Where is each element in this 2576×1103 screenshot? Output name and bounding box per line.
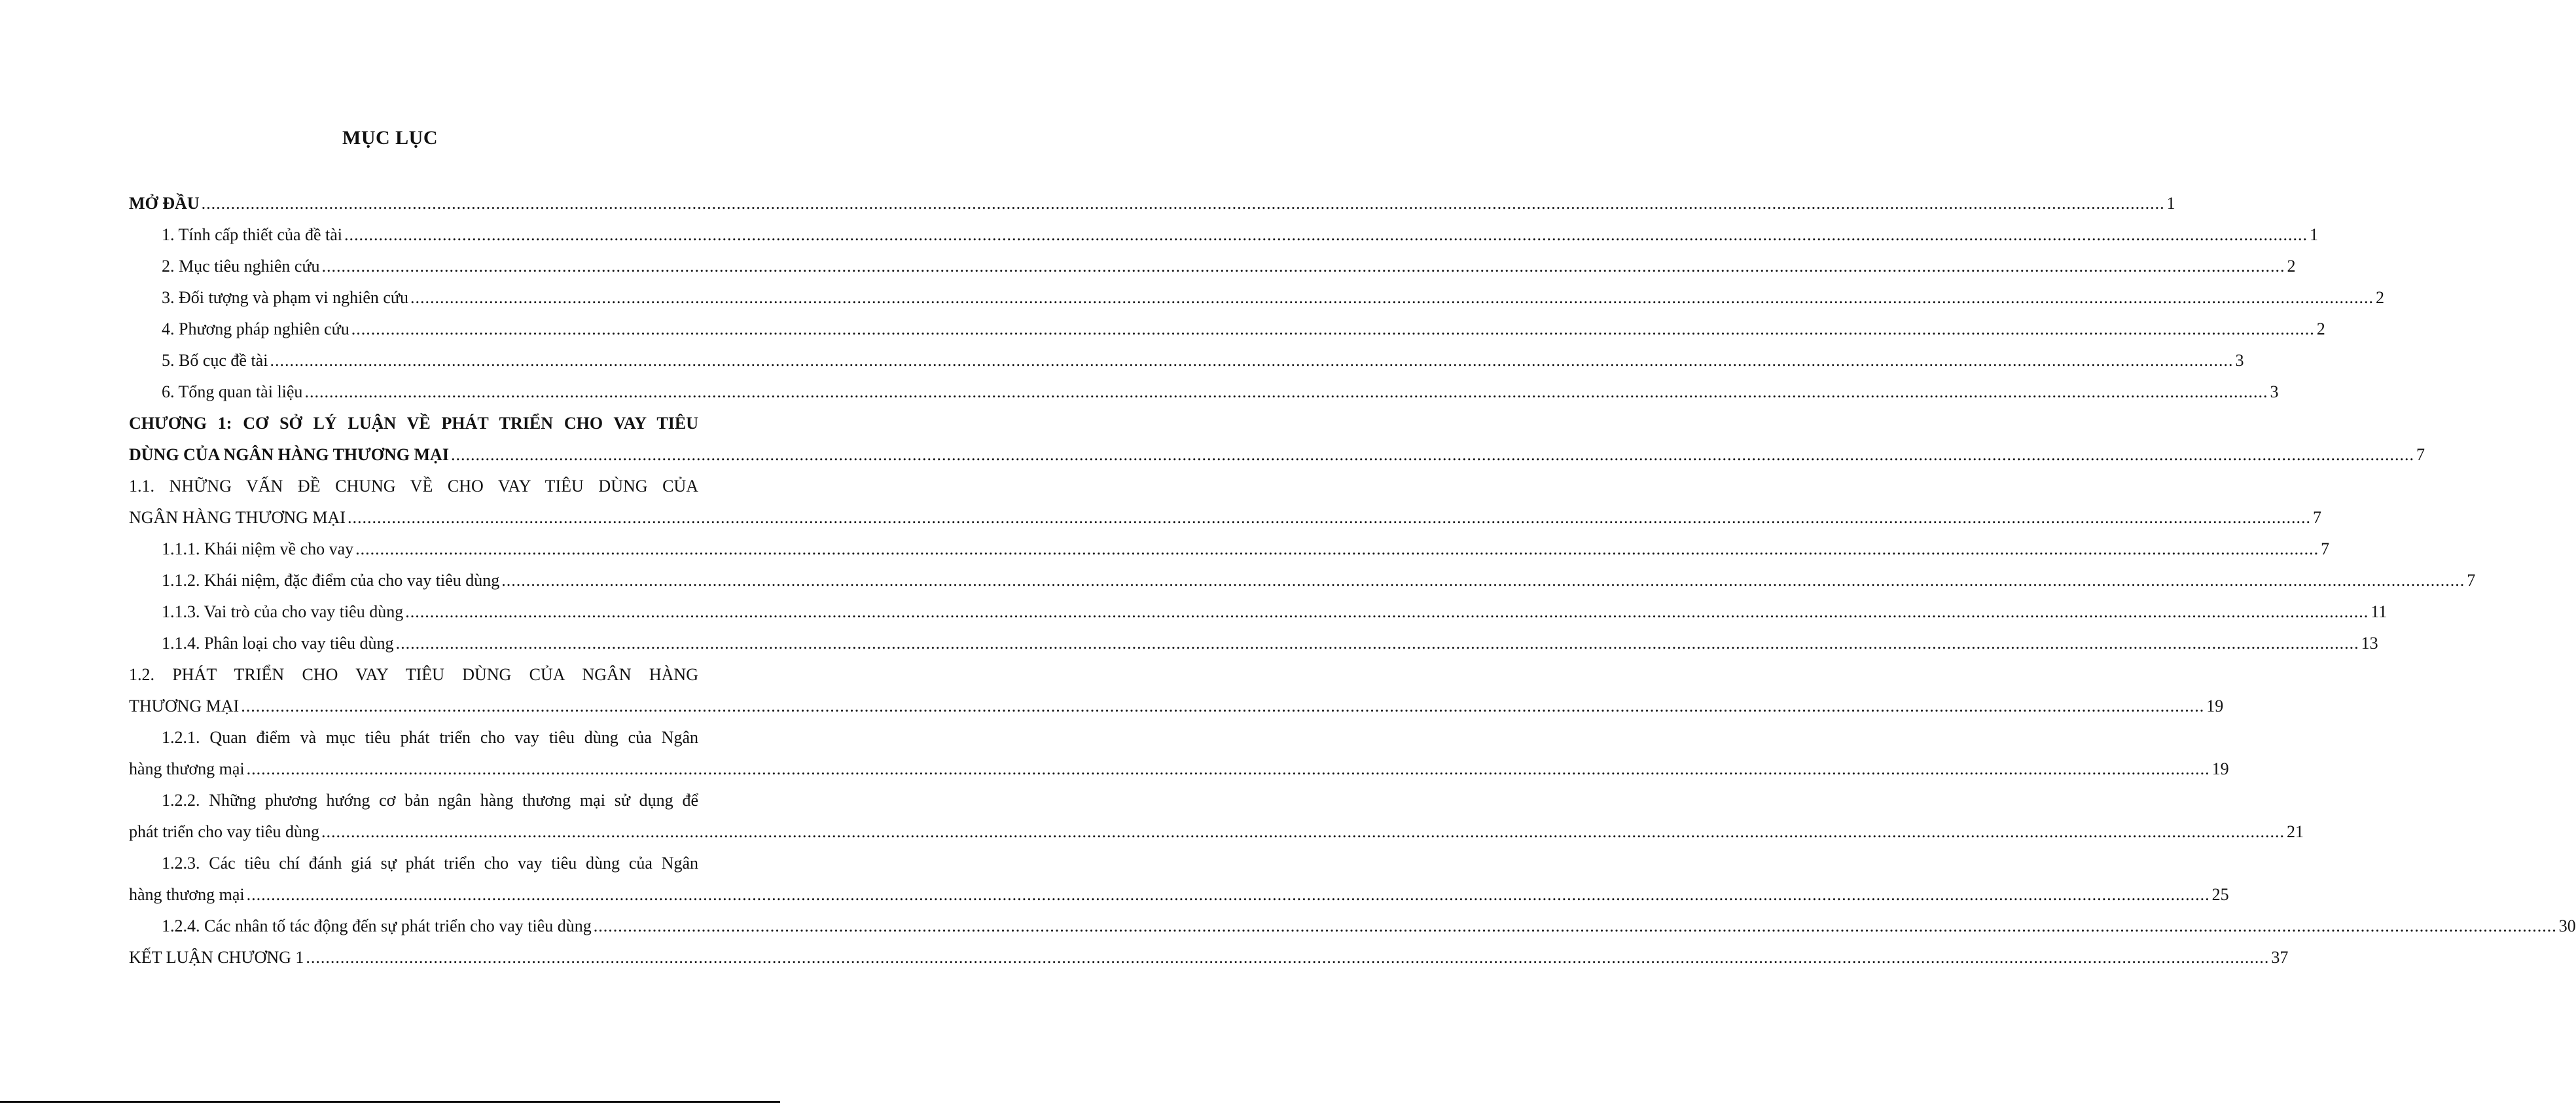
toc-entry-title: 1.1.3. Vai trò của cho vay tiêu dùng xyxy=(162,602,404,621)
toc-dot-leader: ................................................................................................................................................................................................................................................................................................................................................................................................................ xyxy=(270,351,2234,370)
toc-entry-title-line1: 1.2.2. Những phương hướng cơ bản ngân hàng thương mại sử dụng để xyxy=(162,791,698,810)
toc-dot-leader: ................................................................................................................................................................................................................................................................................................................................................................................................................ xyxy=(306,948,2270,967)
toc-entry[interactable] xyxy=(129,659,2224,722)
toc-entry[interactable] xyxy=(129,533,2330,565)
toc-page-number: 3 xyxy=(2235,351,2244,370)
toc-dot-leader: ................................................................................................................................................................................................................................................................................................................................................................................................................ xyxy=(241,696,2205,715)
toc-page-number: 19 xyxy=(2206,696,2224,715)
toc-entry-title-line1: 1.2.1. Quan điểm và mục tiêu phát triển cho vay tiêu dùng của Ngân xyxy=(162,728,698,747)
toc-entry[interactable] xyxy=(129,188,2175,219)
toc-entry-title-line1: 1.1. NHỮNG VẤN ĐỀ CHUNG VỀ CHO VAY TIÊU DÙNG CỦA xyxy=(129,477,698,496)
toc-entry-title: THƯƠNG MẠI xyxy=(129,696,240,715)
toc-entry[interactable] xyxy=(129,596,2388,628)
toc-entry-title: 3. Đối tượng và phạm vi nghiên cứu xyxy=(162,288,408,307)
toc-page-number: 37 xyxy=(2271,948,2289,967)
toc-dot-leader: ................................................................................................................................................................................................................................................................................................................................................................................................................ xyxy=(201,194,2165,213)
toc-page-number: 7 xyxy=(2467,571,2476,590)
toc-dot-leader: ................................................................................................................................................................................................................................................................................................................................................................................................................ xyxy=(347,508,2311,527)
toc-entry[interactable] xyxy=(129,722,2229,785)
toc-entry-title: 1.1.4. Phân loại cho vay tiêu dùng xyxy=(162,634,394,653)
toc-dot-leader: ................................................................................................................................................................................................................................................................................................................................................................................................................ xyxy=(246,759,2210,778)
toc-dot-leader: ................................................................................................................................................................................................................................................................................................................................................................................................................ xyxy=(351,319,2315,338)
toc-page-number: 2 xyxy=(2376,288,2384,307)
toc-page-number: 19 xyxy=(2211,759,2229,778)
page-title: MỤC LỤC xyxy=(342,127,438,149)
toc-dot-leader: ................................................................................................................................................................................................................................................................................................................................................................................................................ xyxy=(246,885,2210,904)
toc-page-number: 7 xyxy=(2416,445,2425,464)
table-of-contents xyxy=(129,188,2576,973)
toc-entry-title: 1. Tính cấp thiết của đề tài xyxy=(162,225,343,244)
toc-page-number: 7 xyxy=(2312,508,2321,527)
toc-entry[interactable] xyxy=(129,282,2384,314)
toc-dot-leader: ................................................................................................................................................................................................................................................................................................................................................................................................................ xyxy=(304,382,2268,401)
toc-dot-leader: ................................................................................................................................................................................................................................................................................................................................................................................................................ xyxy=(593,916,2557,935)
toc-dot-leader: ................................................................................................................................................................................................................................................................................................................................................................................................................ xyxy=(395,634,2359,653)
toc-entry[interactable] xyxy=(129,471,2321,533)
toc-dot-leader: ................................................................................................................................................................................................................................................................................................................................................................................................................ xyxy=(321,257,2285,276)
toc-page-number: 30 xyxy=(2558,916,2576,935)
toc-dot-leader: ................................................................................................................................................................................................................................................................................................................................................................................................................ xyxy=(405,602,2369,621)
toc-dot-leader: ................................................................................................................................................................................................................................................................................................................................................................................................................ xyxy=(450,445,2414,464)
toc-entry-title: 1.1.2. Khái niệm, đặc điểm của cho vay tiêu dùng xyxy=(162,571,500,590)
toc-entry-title: 4. Phương pháp nghiên cứu xyxy=(162,319,349,338)
toc-entry-title: phát triển cho vay tiêu dùng xyxy=(129,822,319,841)
toc-entry-title: 1.2.4. Các nhân tố tác động đến sự phát triển cho vay tiêu dùng xyxy=(162,916,592,935)
toc-entry-title-line1: 1.2. PHÁT TRIỂN CHO VAY TIÊU DÙNG CỦA NGÂN HÀNG xyxy=(129,665,698,684)
toc-entry[interactable] xyxy=(129,565,2476,596)
toc-entry[interactable] xyxy=(129,251,2296,282)
toc-entry[interactable] xyxy=(129,376,2279,408)
toc-entry[interactable] xyxy=(129,345,2244,376)
toc-page-number: 2 xyxy=(2287,257,2296,276)
toc-dot-leader: ................................................................................................................................................................................................................................................................................................................................................................................................................ xyxy=(355,539,2319,558)
toc-dot-leader: ................................................................................................................................................................................................................................................................................................................................................................................................................ xyxy=(501,571,2465,590)
toc-entry-title: 2. Mục tiêu nghiên cứu xyxy=(162,257,320,276)
toc-page-number: 1 xyxy=(2166,194,2175,213)
toc-entry-title: KẾT LUẬN CHƯƠNG 1 xyxy=(129,948,304,967)
toc-entry-title: hàng thương mại xyxy=(129,759,245,778)
toc-entry-title: 1.1.1. Khái niệm về cho vay xyxy=(162,539,354,558)
toc-entry-title: NGÂN HÀNG THƯƠNG MẠI xyxy=(129,508,346,527)
toc-entry[interactable] xyxy=(129,848,2229,911)
toc-entry[interactable] xyxy=(129,219,2319,251)
toc-page-number: 3 xyxy=(2270,382,2279,401)
toc-page-number: 11 xyxy=(2370,602,2388,621)
toc-page-number: 1 xyxy=(2310,225,2319,244)
toc-page-number: 25 xyxy=(2211,885,2229,904)
toc-entry[interactable] xyxy=(129,911,2576,942)
toc-entry[interactable] xyxy=(129,314,2325,345)
toc-dot-leader: ................................................................................................................................................................................................................................................................................................................................................................................................................ xyxy=(321,822,2285,841)
toc-dot-leader: ................................................................................................................................................................................................................................................................................................................................................................................................................ xyxy=(410,288,2374,307)
toc-page-number: 13 xyxy=(2361,634,2378,653)
toc-entry-title: DÙNG CỦA NGÂN HÀNG THƯƠNG MẠI xyxy=(129,445,449,464)
toc-entry-title: 6. Tổng quan tài liệu xyxy=(162,382,303,401)
toc-entry-title-line1: 1.2.3. Các tiêu chí đánh giá sự phát triển cho vay tiêu dùng của Ngân xyxy=(162,854,698,873)
toc-entry[interactable] xyxy=(129,785,2304,848)
toc-dot-leader: ................................................................................................................................................................................................................................................................................................................................................................................................................ xyxy=(344,225,2308,244)
toc-entry-title-line1: CHƯƠNG 1: CƠ SỞ LÝ LUẬN VỀ PHÁT TRIỂN CHO VAY TIÊU xyxy=(129,414,698,433)
toc-entry-title: hàng thương mại xyxy=(129,885,245,904)
toc-entry[interactable] xyxy=(129,942,2289,973)
toc-entry-title: 5. Bố cục đề tài xyxy=(162,351,268,370)
toc-entry-title: MỞ ĐẦU xyxy=(129,194,200,213)
toc-entry[interactable] xyxy=(129,408,2425,471)
toc-page-number: 7 xyxy=(2321,539,2330,558)
toc-page-number: 2 xyxy=(2316,319,2325,338)
toc-page-number: 21 xyxy=(2286,822,2304,841)
toc-entry[interactable] xyxy=(129,628,2378,659)
